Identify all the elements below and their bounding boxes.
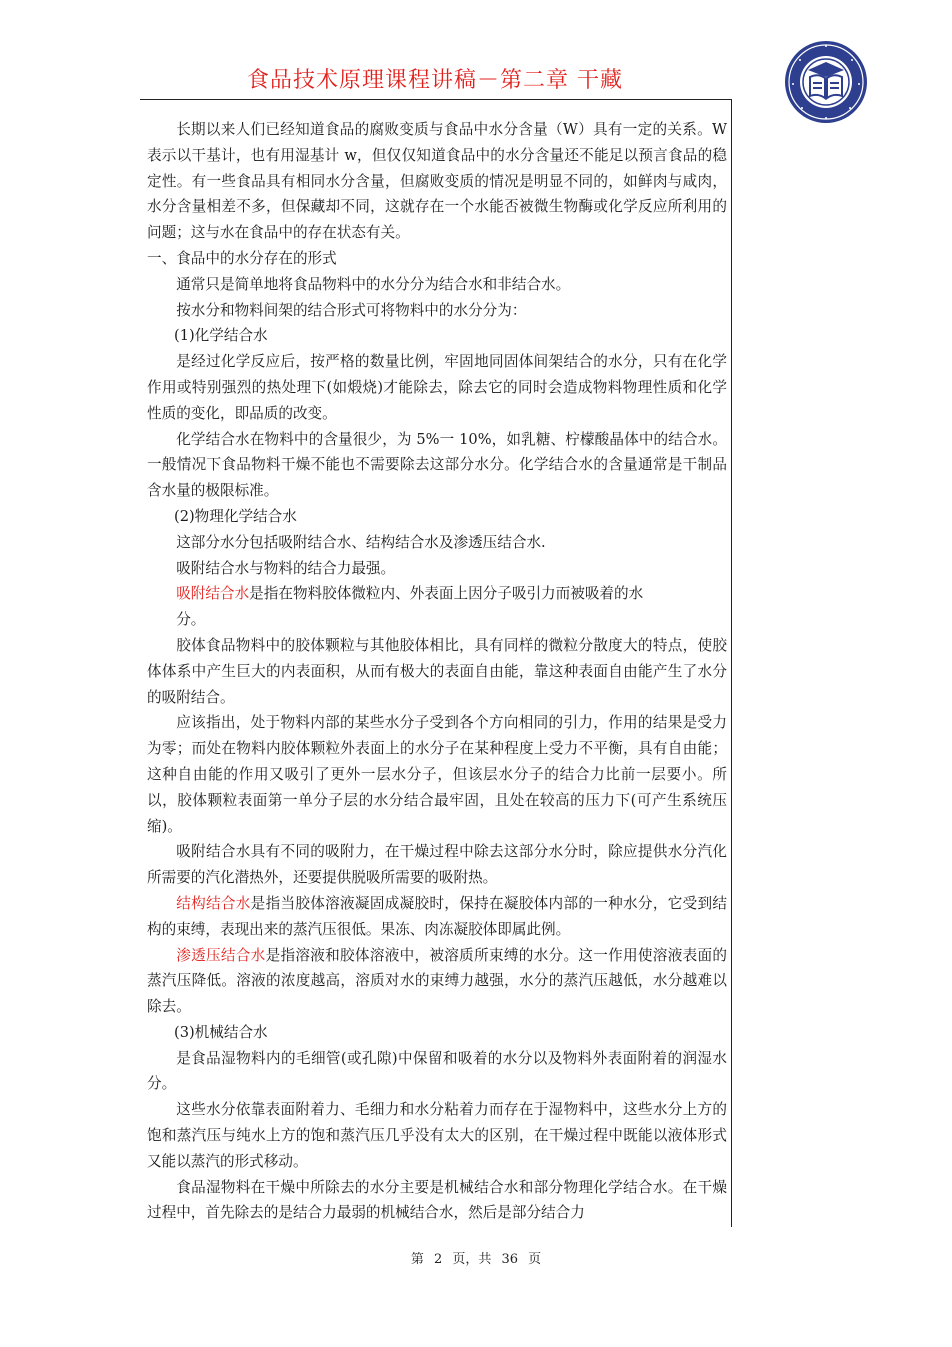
- paragraph: 化学结合水在物料中的含量很少，为 5%一 10%，如乳糖、柠檬酸晶体中的结合水。一般情况下食品物料干燥不能也不需要除去这部分水分。化学结合水的含量通常是干制品含水量的极限标准。: [147, 430, 727, 500]
- paragraph: 吸附结合水具有不同的吸附力，在干燥过程中除去这部分水分时，除应提供水分汽化所需要的汽化潜热外，还要提供脱吸所需要的吸附热。: [147, 843, 727, 887]
- paragraph: 应该指出，处于物料内部的某些水分子受到各个方向相同的引力，作用的结果是受力为零；而处在物料内胶体颗粒外表面上的水分子在某种程度上受力不平衡，具有自由能；这种自由能的作用又吸引了更外一层水分子，但该层水分子的结合力比前一层要小。所以，胶体颗粒表面第一单分子层的水分结合最牢固，且处在较高的压力下(可产生系统压缩)。: [147, 714, 727, 835]
- paragraph-continuation: 分。: [176, 611, 206, 629]
- paragraph: [147, 581, 727, 607]
- paragraph: 按水分和物料间架的结合形式可将物料中的水分分为：: [176, 301, 527, 319]
- term-definition: 是指溶液和胶体溶液中，被溶质所束缚的水分。这一作用使溶液表面的蒸汽压降低。溶液的浓度越高，溶质对水的束缚力越强，水分的蒸汽压越低，水分越难以除去。: [147, 946, 727, 1016]
- paragraph: 胶体食品物料中的胶体颗粒与其他胶体相比，具有同样的微粒分散度大的特点，使胶体体系中产生巨大的内表面积，从而有极大的表面自由能，靠这种表面自由能产生了水分的吸附结合。: [147, 636, 727, 706]
- paragraph: 食品湿物料在干燥中所除去的水分主要是机械结合水和部分物理化学结合水。在干燥过程中，首先除去的是结合力最弱的机械结合水，然后是部分结合力: [147, 1178, 727, 1222]
- term-adsorbed-water: 吸附结合水: [176, 585, 250, 603]
- subheading-physicochemical-bound-water: (2)物理化学结合水: [174, 507, 297, 525]
- page-body: [147, 117, 727, 1226]
- university-seal-icon: [784, 40, 868, 124]
- paragraph: [147, 943, 727, 1020]
- paragraph: 是食品湿物料内的毛细管(或孔隙)中保留和吸着的水分以及物料外表面附着的润湿水分。: [147, 1049, 727, 1093]
- header-divider: [140, 99, 732, 100]
- paragraph: 这些水分依靠表面附着力、毛细力和水分粘着力而存在于湿物料中，这些水分上方的饱和蒸汽压与纯水上方的饱和蒸汽压几乎没有太大的区别，在干燥过程中既能以液体形式又能以蒸汽的形式移动。: [147, 1101, 727, 1170]
- intro-paragraph: 长期以来人们已经知道食品的腐败变质与食品中水分含量（W）具有一定的关系。W 表示以干基计，也有用湿基计 w，但仅仅知道食品中的水分含量还不能足以预言食品的稳定性。有一些食品具有相同水分含量，但腐败变质的情况是明显不同的，如鲜肉与咸肉，水分含量相差不多，但保藏却不同，这就存在一个水能否被微生物酶或化学反应所利用的问题；这与水在食品中的存在状态有关。: [147, 121, 727, 242]
- paragraph: [147, 891, 727, 943]
- paragraph: 是经过化学反应后，按严格的数量比例，牢固地同固体间架结合的水分，只有在化学作用或特别强烈的热处理下(如煅烧)才能除去，除去它的同时会造成物料物理性质和化学性质的变化，即品质的改变。: [147, 353, 727, 422]
- paragraph: 吸附结合水与物料的结合力最强。: [176, 559, 396, 577]
- subheading-mechanical-bound-water: (3)机械结合水: [174, 1023, 268, 1041]
- term-definition: 是指在物料胶体微粒内、外表面上因分子吸引力而被吸着的水: [249, 585, 644, 603]
- term-structural-water: 结构结合水: [176, 894, 251, 912]
- term-osmotic-water: 渗透压结合水: [176, 946, 266, 964]
- page-number: 第 2 页，共 36 页: [410, 1252, 542, 1267]
- term-definition: 是指当胶体溶液凝固成凝胶时，保持在凝胶体内部的一种水分，它受到结构的束缚，表现出来的蒸汽压很低。果冻、肉冻凝胶体即属此例。: [147, 894, 727, 938]
- right-margin-divider: [731, 99, 732, 1227]
- paragraph: 这部分水分包括吸附结合水、结构结合水及渗透压结合水.: [176, 533, 546, 551]
- paragraph: 通常只是简单地将食品物料中的水分分为结合水和非结合水。: [176, 275, 571, 293]
- subheading-chemical-bound-water: (1)化学结合水: [174, 327, 268, 345]
- section-heading: 一、食品中的水分存在的形式: [147, 249, 337, 267]
- page-title: 食品技术原理课程讲稿－第二章 干藏: [247, 68, 623, 93]
